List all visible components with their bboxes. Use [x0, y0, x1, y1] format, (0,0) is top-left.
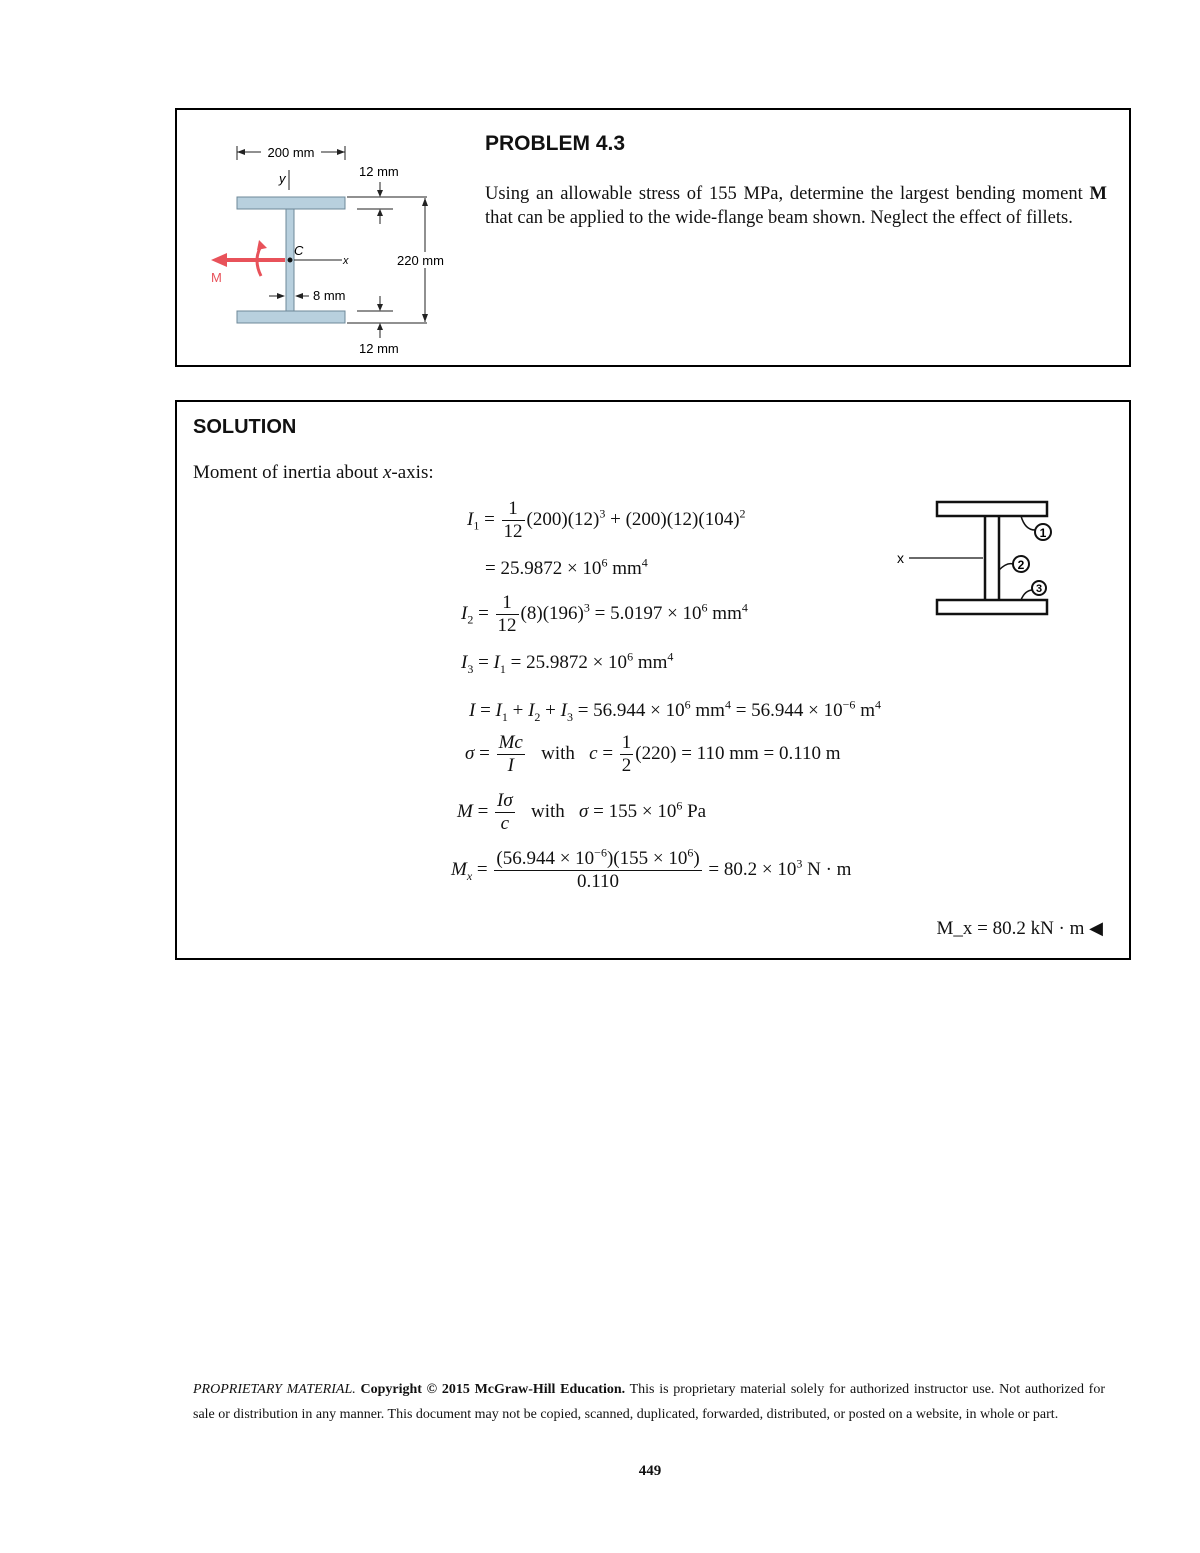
problem-title: PROBLEM 4.3 [485, 132, 626, 155]
centroid-label: C [294, 243, 304, 258]
bottom-flange [237, 311, 345, 323]
x-axis-label: x [343, 255, 349, 267]
footer-label: PROPRIETARY MATERIAL. [193, 1382, 356, 1397]
moi-label-prefix: Moment of inertia about [193, 462, 383, 483]
moment-of-inertia-label [193, 462, 434, 484]
problem-text-part2: that can be applied to the wide-flange beam shown. Neglect the effect of fillets. [485, 208, 1073, 228]
part-3-label: 3 [1035, 583, 1043, 595]
beam-cross-section-figure [197, 120, 497, 365]
equation-i1-result: = $25.9872 \times 10^6$ $mm^4$ [485, 555, 648, 579]
equation-i3: $I_3 = I_1 = 25.9872 \times 10^6$ $mm^4$ [461, 649, 674, 676]
part-1-label: 1 [1039, 526, 1047, 540]
equation-i1: $I_1$ = $\frac{1}{12}$ $(200)(12)^3 + (200)(12)(104)^2$ [467, 498, 746, 542]
solution-title: SOLUTION [193, 416, 297, 438]
equation-sigma: σ = $\frac{Mc}{I}$ with c = $\frac{1}{2}$ (220) = 110 mm = 0.110 m [465, 732, 841, 776]
equation-mx: $M_x$ = $\frac{(56.944 \times 10^{-6})(155 \times 10^6)}{0.110}$ = $80.2 \times 10^3$ N · m [451, 845, 852, 892]
solution-box [175, 400, 1131, 960]
problem-statement [485, 182, 1107, 230]
moi-label-var: x [382, 462, 392, 483]
page-number: 449 [638, 1463, 662, 1479]
top-flange-thickness-label: 12 mm [359, 164, 399, 179]
footer-copyright: Copyright © 2015 McGraw-Hill Education. [360, 1382, 626, 1397]
final-answer-text: M_x = 80.2 kN · m [936, 918, 1085, 939]
problem-text-bold: M [1089, 184, 1107, 204]
bottom-flange-thickness-label: 12 mm [359, 341, 399, 356]
sketch-x-label: x [897, 550, 904, 566]
section-parts-sketch [895, 498, 1065, 628]
web-thickness-label: 8 mm [313, 288, 346, 303]
equation-i2: $I_2$ = $\frac{1}{12}$ $(8)(196)^3 = 5.0197 \times 10^6$ $mm^4$ [461, 592, 748, 636]
equation-i-total: $I = I_1 + I_2 + I_3 = 56.944 \times 10^6$ $mm^4 = 56.944 \times 10^{-6}$ $m^4$ [469, 697, 881, 724]
problem-text-part1: Using an allowable stress of 155 MPa, determine the largest bending moment [485, 184, 1090, 204]
height-label: 220 mm [397, 253, 444, 268]
moment-label: M [211, 270, 222, 285]
copyright-footer [193, 1378, 1105, 1427]
top-flange [237, 197, 345, 209]
equation-m: M = $\frac{I\sigma}{c}$ with $\sigma = 155 \times 10^6$ Pa [457, 790, 707, 834]
moi-label-suffix: -axis: [391, 462, 434, 483]
footer-text: This is proprietary material solely for authorized instructor use. Not authorized for sale or distribution in any manner. This document may not be copied, scanned, duplicated, forwarded, distributed, or posted on a website, in whole or part. [193, 1382, 1106, 1422]
final-answer [936, 918, 1103, 940]
width-label: 200 mm [267, 145, 315, 160]
part-2-label: 2 [1017, 558, 1025, 572]
y-axis-label: y [279, 171, 286, 186]
answer-marker-icon: ◀ [1089, 918, 1103, 938]
problem-box [175, 108, 1131, 367]
